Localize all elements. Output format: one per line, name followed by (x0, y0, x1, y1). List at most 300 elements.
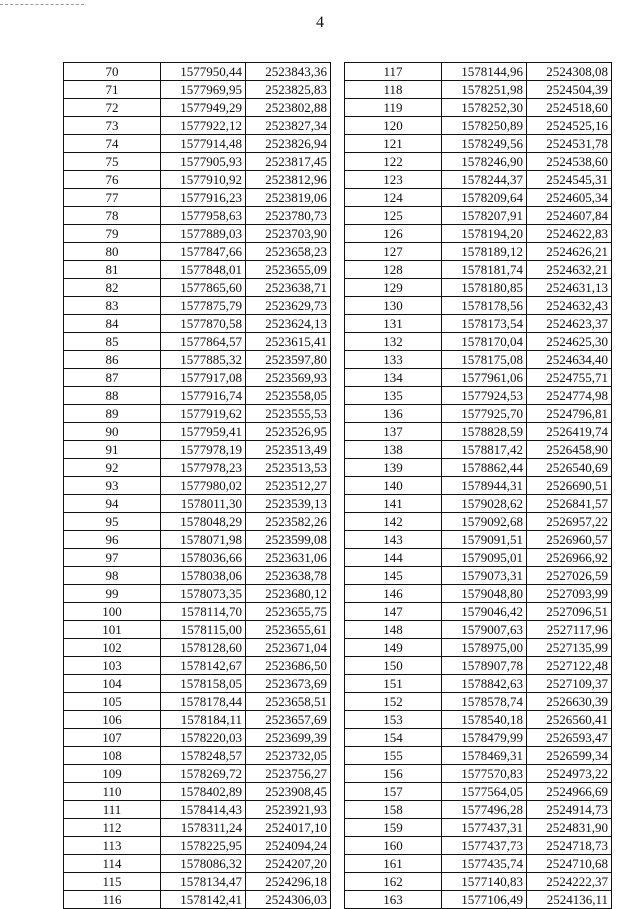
point-number-cell: 103 (64, 657, 161, 675)
point-number-cell: 139 (345, 459, 442, 477)
table-row (345, 693, 612, 711)
y-coordinate-cell: 2524626,21 (527, 243, 612, 261)
point-number-cell: 137 (345, 423, 442, 441)
y-coordinate-cell: 2523655,09 (246, 261, 331, 279)
table-row (64, 639, 331, 657)
y-coordinate-cell: 2526419,74 (527, 423, 612, 441)
point-number-cell: 143 (345, 531, 442, 549)
point-number-cell: 110 (64, 783, 161, 801)
point-number-cell: 132 (345, 333, 442, 351)
x-coordinate-cell: 1578173,54 (442, 315, 527, 333)
y-coordinate-cell: 2524136,11 (527, 891, 612, 909)
y-coordinate-cell: 2524504,39 (527, 81, 612, 99)
point-number-cell: 116 (64, 891, 161, 909)
table-row (64, 135, 331, 153)
x-coordinate-cell: 1577570,83 (442, 765, 527, 783)
point-number-cell: 146 (345, 585, 442, 603)
table-row (345, 63, 612, 81)
point-number-cell: 155 (345, 747, 442, 765)
table-row (345, 783, 612, 801)
table-row (345, 495, 612, 513)
point-number-cell: 101 (64, 621, 161, 639)
table-row (64, 693, 331, 711)
coordinates-table-left (63, 62, 331, 909)
y-coordinate-cell: 2524966,69 (527, 783, 612, 801)
x-coordinate-cell: 1578128,60 (161, 639, 246, 657)
point-number-cell: 74 (64, 135, 161, 153)
x-coordinate-cell: 1577865,60 (161, 279, 246, 297)
x-coordinate-cell: 1577435,74 (442, 855, 527, 873)
table-row (345, 531, 612, 549)
x-coordinate-cell: 1577914,48 (161, 135, 246, 153)
x-coordinate-cell: 1578251,98 (442, 81, 527, 99)
table-row (345, 549, 612, 567)
point-number-cell: 140 (345, 477, 442, 495)
table-row (345, 99, 612, 117)
point-number-cell: 95 (64, 513, 161, 531)
y-coordinate-cell: 2523513,53 (246, 459, 331, 477)
table-row (64, 207, 331, 225)
point-number-cell: 115 (64, 873, 161, 891)
x-coordinate-cell: 1578209,64 (442, 189, 527, 207)
table-row (64, 675, 331, 693)
y-coordinate-cell: 2526960,57 (527, 531, 612, 549)
table-row (345, 315, 612, 333)
top-dash-mark (0, 4, 84, 5)
y-coordinate-cell: 2524973,22 (527, 765, 612, 783)
table-row (64, 729, 331, 747)
table-row (64, 531, 331, 549)
table-row (64, 783, 331, 801)
y-coordinate-cell: 2524207,20 (246, 855, 331, 873)
y-coordinate-cell: 2524538,60 (527, 153, 612, 171)
y-coordinate-cell: 2527109,37 (527, 675, 612, 693)
x-coordinate-cell: 1578071,98 (161, 531, 246, 549)
y-coordinate-cell: 2524831,90 (527, 819, 612, 837)
x-coordinate-cell: 1577875,79 (161, 297, 246, 315)
point-number-cell: 135 (345, 387, 442, 405)
y-coordinate-cell: 2523780,73 (246, 207, 331, 225)
point-number-cell: 157 (345, 783, 442, 801)
y-coordinate-cell: 2523629,73 (246, 297, 331, 315)
y-coordinate-cell: 2526560,41 (527, 711, 612, 729)
x-coordinate-cell: 1578269,72 (161, 765, 246, 783)
x-coordinate-cell: 1578414,43 (161, 801, 246, 819)
point-number-cell: 129 (345, 279, 442, 297)
y-coordinate-cell: 2523526,95 (246, 423, 331, 441)
table-row (345, 171, 612, 189)
x-coordinate-cell: 1577922,12 (161, 117, 246, 135)
table-row (345, 243, 612, 261)
point-number-cell: 77 (64, 189, 161, 207)
x-coordinate-cell: 1578578,74 (442, 693, 527, 711)
x-coordinate-cell: 1578250,89 (442, 117, 527, 135)
table-row (64, 873, 331, 891)
y-coordinate-cell: 2523658,23 (246, 243, 331, 261)
table-row (345, 135, 612, 153)
y-coordinate-cell: 2523638,78 (246, 567, 331, 585)
table-row (345, 765, 612, 783)
point-number-cell: 82 (64, 279, 161, 297)
point-number-cell: 71 (64, 81, 161, 99)
table-row (64, 261, 331, 279)
table-row (64, 423, 331, 441)
point-number-cell: 72 (64, 99, 161, 117)
x-coordinate-cell: 1578184,11 (161, 711, 246, 729)
table-row (64, 747, 331, 765)
x-coordinate-cell: 1577864,57 (161, 333, 246, 351)
table-row (64, 513, 331, 531)
point-number-cell: 98 (64, 567, 161, 585)
table-row (345, 225, 612, 243)
y-coordinate-cell: 2526540,69 (527, 459, 612, 477)
x-coordinate-cell: 1579091,51 (442, 531, 527, 549)
point-number-cell: 123 (345, 171, 442, 189)
x-coordinate-cell: 1579028,62 (442, 495, 527, 513)
point-number-cell: 154 (345, 729, 442, 747)
x-coordinate-cell: 1577919,62 (161, 405, 246, 423)
y-coordinate-cell: 2526458,90 (527, 441, 612, 459)
table-row (64, 549, 331, 567)
point-number-cell: 109 (64, 765, 161, 783)
x-coordinate-cell: 1577925,70 (442, 405, 527, 423)
table-row (64, 585, 331, 603)
table-row (64, 333, 331, 351)
x-coordinate-cell: 1578248,57 (161, 747, 246, 765)
table-row (345, 153, 612, 171)
y-coordinate-cell: 2523921,93 (246, 801, 331, 819)
table-row (64, 81, 331, 99)
x-coordinate-cell: 1577905,93 (161, 153, 246, 171)
table-row (345, 189, 612, 207)
x-coordinate-cell: 1578134,47 (161, 873, 246, 891)
point-number-cell: 153 (345, 711, 442, 729)
table-row (345, 729, 612, 747)
y-coordinate-cell: 2524306,03 (246, 891, 331, 909)
point-number-cell: 150 (345, 657, 442, 675)
y-coordinate-cell: 2523655,61 (246, 621, 331, 639)
point-number-cell: 160 (345, 837, 442, 855)
table-row (64, 657, 331, 675)
y-coordinate-cell: 2524774,98 (527, 387, 612, 405)
point-number-cell: 128 (345, 261, 442, 279)
point-number-cell: 125 (345, 207, 442, 225)
x-coordinate-cell: 1578114,70 (161, 603, 246, 621)
point-number-cell: 156 (345, 765, 442, 783)
table-row (345, 585, 612, 603)
table-row (64, 477, 331, 495)
y-coordinate-cell: 2523908,45 (246, 783, 331, 801)
x-coordinate-cell: 1578170,04 (442, 333, 527, 351)
y-coordinate-cell: 2523673,69 (246, 675, 331, 693)
table-row (345, 819, 612, 837)
x-coordinate-cell: 1579092,68 (442, 513, 527, 531)
point-number-cell: 102 (64, 639, 161, 657)
y-coordinate-cell: 2523827,34 (246, 117, 331, 135)
point-number-cell: 130 (345, 297, 442, 315)
point-number-cell: 87 (64, 369, 161, 387)
point-number-cell: 159 (345, 819, 442, 837)
table-row (345, 207, 612, 225)
point-number-cell: 138 (345, 441, 442, 459)
point-number-cell: 89 (64, 405, 161, 423)
table-row (345, 459, 612, 477)
table-row (345, 279, 612, 297)
point-number-cell: 113 (64, 837, 161, 855)
y-coordinate-cell: 2526841,57 (527, 495, 612, 513)
y-coordinate-cell: 2523638,71 (246, 279, 331, 297)
point-number-cell: 80 (64, 243, 161, 261)
point-number-cell: 85 (64, 333, 161, 351)
x-coordinate-cell: 1577848,01 (161, 261, 246, 279)
table-row (64, 189, 331, 207)
y-coordinate-cell: 2523657,69 (246, 711, 331, 729)
point-number-cell: 90 (64, 423, 161, 441)
x-coordinate-cell: 1578178,44 (161, 693, 246, 711)
y-coordinate-cell: 2526630,39 (527, 693, 612, 711)
y-coordinate-cell: 2523512,27 (246, 477, 331, 495)
table-row (345, 747, 612, 765)
table-row (345, 351, 612, 369)
y-coordinate-cell: 2524296,18 (246, 873, 331, 891)
table-row (64, 855, 331, 873)
x-coordinate-cell: 1577924,53 (442, 387, 527, 405)
point-number-cell: 126 (345, 225, 442, 243)
table-row (345, 603, 612, 621)
x-coordinate-cell: 1577958,63 (161, 207, 246, 225)
table-row (64, 891, 331, 909)
y-coordinate-cell: 2523555,53 (246, 405, 331, 423)
y-coordinate-cell: 2526599,34 (527, 747, 612, 765)
y-coordinate-cell: 2526966,92 (527, 549, 612, 567)
x-coordinate-cell: 1577916,23 (161, 189, 246, 207)
x-coordinate-cell: 1578842,63 (442, 675, 527, 693)
point-number-cell: 99 (64, 585, 161, 603)
table-row (345, 423, 612, 441)
y-coordinate-cell: 2524914,73 (527, 801, 612, 819)
point-number-cell: 142 (345, 513, 442, 531)
point-number-cell: 96 (64, 531, 161, 549)
x-coordinate-cell: 1578249,56 (442, 135, 527, 153)
table-row (345, 891, 612, 909)
table-row (345, 639, 612, 657)
x-coordinate-cell: 1577959,41 (161, 423, 246, 441)
y-coordinate-cell: 2526593,47 (527, 729, 612, 747)
point-number-cell: 147 (345, 603, 442, 621)
point-number-cell: 120 (345, 117, 442, 135)
table-row (345, 873, 612, 891)
x-coordinate-cell: 1577978,19 (161, 441, 246, 459)
x-coordinate-cell: 1578142,41 (161, 891, 246, 909)
y-coordinate-cell: 2524545,31 (527, 171, 612, 189)
table-row (64, 603, 331, 621)
point-number-cell: 136 (345, 405, 442, 423)
y-coordinate-cell: 2524605,34 (527, 189, 612, 207)
point-number-cell: 100 (64, 603, 161, 621)
x-coordinate-cell: 1578225,95 (161, 837, 246, 855)
table-row (64, 225, 331, 243)
point-number-cell: 162 (345, 873, 442, 891)
point-number-cell: 106 (64, 711, 161, 729)
x-coordinate-cell: 1578907,78 (442, 657, 527, 675)
table-row (64, 171, 331, 189)
table-row (64, 765, 331, 783)
table-row (345, 297, 612, 315)
x-coordinate-cell: 1578244,37 (442, 171, 527, 189)
y-coordinate-cell: 2523597,80 (246, 351, 331, 369)
point-number-cell: 114 (64, 855, 161, 873)
point-number-cell: 93 (64, 477, 161, 495)
y-coordinate-cell: 2523615,41 (246, 333, 331, 351)
y-coordinate-cell: 2524710,68 (527, 855, 612, 873)
x-coordinate-cell: 1578011,30 (161, 495, 246, 513)
y-coordinate-cell: 2523671,04 (246, 639, 331, 657)
x-coordinate-cell: 1578115,00 (161, 621, 246, 639)
point-number-cell: 83 (64, 297, 161, 315)
point-number-cell: 92 (64, 459, 161, 477)
point-number-cell: 118 (345, 81, 442, 99)
x-coordinate-cell: 1577889,03 (161, 225, 246, 243)
y-coordinate-cell: 2526690,51 (527, 477, 612, 495)
x-coordinate-cell: 1578175,08 (442, 351, 527, 369)
x-coordinate-cell: 1577496,28 (442, 801, 527, 819)
y-coordinate-cell: 2524632,21 (527, 261, 612, 279)
point-number-cell: 163 (345, 891, 442, 909)
point-number-cell: 141 (345, 495, 442, 513)
y-coordinate-cell: 2523756,27 (246, 765, 331, 783)
x-coordinate-cell: 1578311,24 (161, 819, 246, 837)
x-coordinate-cell: 1578540,18 (442, 711, 527, 729)
y-coordinate-cell: 2523582,26 (246, 513, 331, 531)
table-row (64, 621, 331, 639)
point-number-cell: 108 (64, 747, 161, 765)
table-row (64, 351, 331, 369)
y-coordinate-cell: 2524631,13 (527, 279, 612, 297)
x-coordinate-cell: 1577106,49 (442, 891, 527, 909)
x-coordinate-cell: 1577564,05 (442, 783, 527, 801)
table-row (64, 99, 331, 117)
point-number-cell: 119 (345, 99, 442, 117)
x-coordinate-cell: 1577437,31 (442, 819, 527, 837)
y-coordinate-cell: 2524632,43 (527, 297, 612, 315)
table-row (64, 711, 331, 729)
table-row (64, 63, 331, 81)
x-coordinate-cell: 1577969,95 (161, 81, 246, 99)
point-number-cell: 152 (345, 693, 442, 711)
table-row (64, 315, 331, 333)
y-coordinate-cell: 2527096,51 (527, 603, 612, 621)
point-number-cell: 131 (345, 315, 442, 333)
x-coordinate-cell: 1578194,20 (442, 225, 527, 243)
point-number-cell: 105 (64, 693, 161, 711)
y-coordinate-cell: 2524518,60 (527, 99, 612, 117)
y-coordinate-cell: 2523802,88 (246, 99, 331, 117)
y-coordinate-cell: 2523819,06 (246, 189, 331, 207)
table-row (64, 459, 331, 477)
point-number-cell: 76 (64, 171, 161, 189)
point-number-cell: 127 (345, 243, 442, 261)
x-coordinate-cell: 1578828,59 (442, 423, 527, 441)
x-coordinate-cell: 1577980,02 (161, 477, 246, 495)
point-number-cell: 86 (64, 351, 161, 369)
table-row (345, 405, 612, 423)
y-coordinate-cell: 2524622,83 (527, 225, 612, 243)
x-coordinate-cell: 1579007,63 (442, 621, 527, 639)
point-number-cell: 70 (64, 63, 161, 81)
table-row (345, 855, 612, 873)
x-coordinate-cell: 1579095,01 (442, 549, 527, 567)
table-row (64, 801, 331, 819)
y-coordinate-cell: 2524017,10 (246, 819, 331, 837)
x-coordinate-cell: 1578862,44 (442, 459, 527, 477)
y-coordinate-cell: 2523539,13 (246, 495, 331, 513)
x-coordinate-cell: 1578144,96 (442, 63, 527, 81)
y-coordinate-cell: 2524796,81 (527, 405, 612, 423)
point-number-cell: 107 (64, 729, 161, 747)
y-coordinate-cell: 2523658,51 (246, 693, 331, 711)
table-row (64, 153, 331, 171)
table-row (345, 675, 612, 693)
table-row (64, 297, 331, 315)
table-row (345, 657, 612, 675)
x-coordinate-cell: 1577916,74 (161, 387, 246, 405)
y-coordinate-cell: 2524222,37 (527, 873, 612, 891)
table-row (345, 801, 612, 819)
table-row (64, 567, 331, 585)
table-row (64, 441, 331, 459)
point-number-cell: 133 (345, 351, 442, 369)
y-coordinate-cell: 2523624,13 (246, 315, 331, 333)
table-row (345, 477, 612, 495)
x-coordinate-cell: 1578220,03 (161, 729, 246, 747)
table-row (345, 261, 612, 279)
y-coordinate-cell: 2524531,78 (527, 135, 612, 153)
point-number-cell: 88 (64, 387, 161, 405)
coordinates-table-right (344, 62, 612, 909)
table-row (64, 117, 331, 135)
y-coordinate-cell: 2523686,50 (246, 657, 331, 675)
y-coordinate-cell: 2524308,08 (527, 63, 612, 81)
x-coordinate-cell: 1578944,31 (442, 477, 527, 495)
point-number-cell: 97 (64, 549, 161, 567)
x-coordinate-cell: 1578469,31 (442, 747, 527, 765)
x-coordinate-cell: 1577437,73 (442, 837, 527, 855)
y-coordinate-cell: 2523825,83 (246, 81, 331, 99)
point-number-cell: 117 (345, 63, 442, 81)
table-row (64, 405, 331, 423)
table-row (345, 621, 612, 639)
point-number-cell: 112 (64, 819, 161, 837)
table-row (64, 279, 331, 297)
table-row (64, 819, 331, 837)
x-coordinate-cell: 1578048,29 (161, 513, 246, 531)
y-coordinate-cell: 2523680,12 (246, 585, 331, 603)
point-number-cell: 148 (345, 621, 442, 639)
page-number: 4 (316, 14, 324, 31)
point-number-cell: 78 (64, 207, 161, 225)
point-number-cell: 145 (345, 567, 442, 585)
table-row (345, 117, 612, 135)
y-coordinate-cell: 2524623,37 (527, 315, 612, 333)
y-coordinate-cell: 2523655,75 (246, 603, 331, 621)
x-coordinate-cell: 1578181,74 (442, 261, 527, 279)
y-coordinate-cell: 2527135,99 (527, 639, 612, 657)
y-coordinate-cell: 2524755,71 (527, 369, 612, 387)
x-coordinate-cell: 1578038,06 (161, 567, 246, 585)
y-coordinate-cell: 2524625,30 (527, 333, 612, 351)
x-coordinate-cell: 1578180,85 (442, 279, 527, 297)
x-coordinate-cell: 1577910,92 (161, 171, 246, 189)
